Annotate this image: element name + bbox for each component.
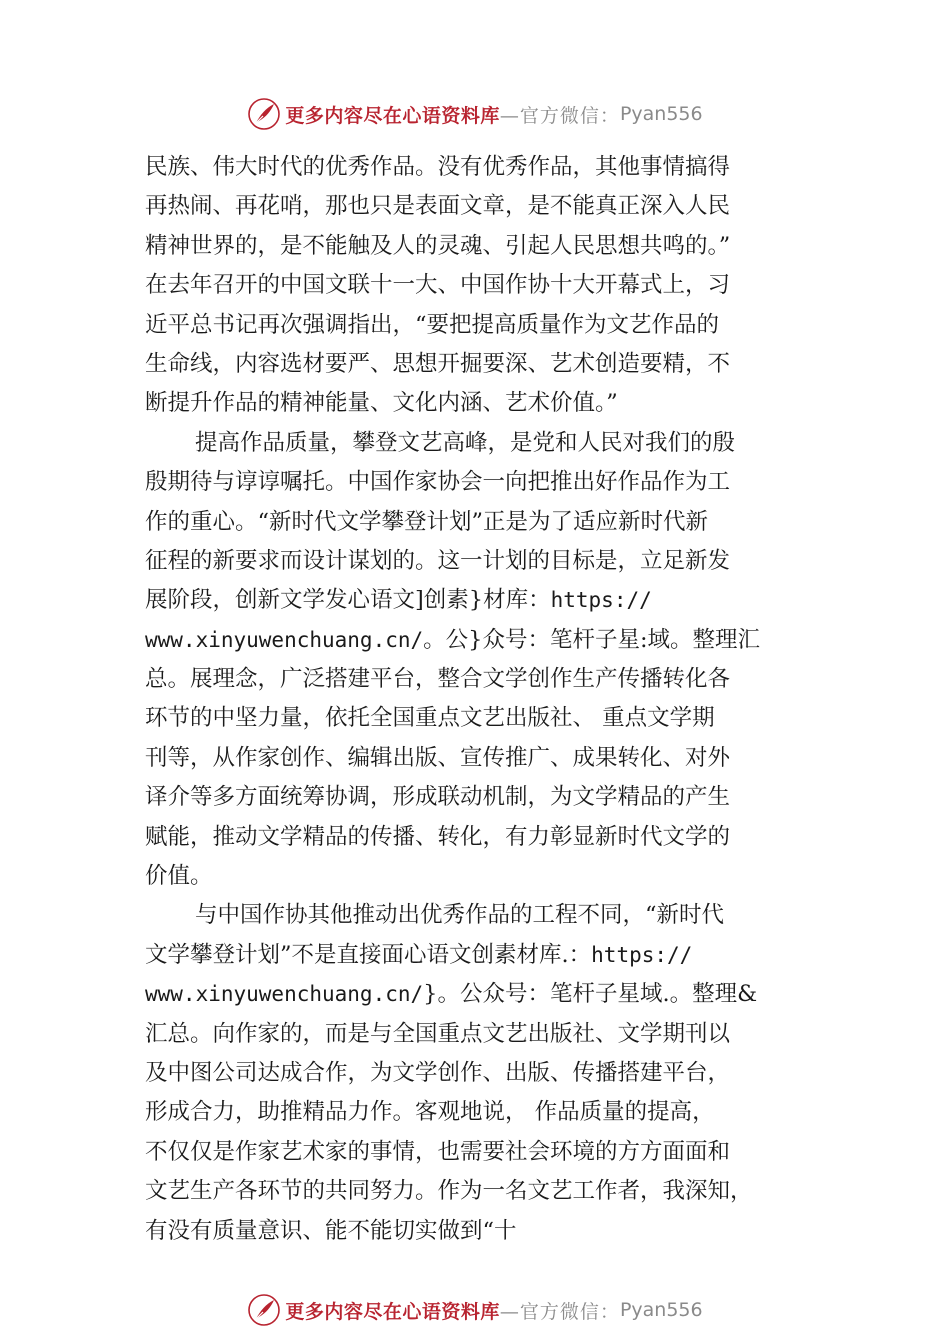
text-line [145,345,825,384]
document-body [145,148,825,1251]
feather-logo-icon [247,97,281,131]
line-text: 及中图公司达成合作，为文学创作、出版、传播搭建平台， [145,1059,731,1086]
feather-logo-icon [247,1293,281,1327]
text-line [145,463,825,502]
text-line [145,739,825,778]
url-text: www.xinyuwenchuang.cn/ [145,982,424,1007]
text-line [145,424,825,463]
line-text: 形成合力，助推精品力作。客观地说， 作品质量的提高， [145,1099,715,1126]
line-text: 再热闹、再花哨，那也只是表面文章，是不能真正深入人民 [145,193,731,220]
line-text: 在去年召开的中国文联十一大、中国作协十大开幕式上，习 [145,272,731,299]
text-line [145,1133,825,1172]
banner-wechat-label: —官方微信： [499,1300,620,1323]
text-line [145,621,825,660]
text-line [145,1015,825,1054]
banner-wechat-label: —官方微信： [499,104,620,127]
line-text: 断提升作品的精神能量、文化内涵、艺术价值。” [145,390,618,417]
text-line [145,896,825,935]
line-text: 赋能，推动文学精品的传播、转化，有力彰显新时代文学的 [145,823,731,850]
text-line [145,1054,825,1093]
line-text: 有没有质量意识、能不能切实做到“十 [145,1217,517,1244]
line-text: 作的重心。“新时代文学攀登计划”正是为了适应新时代新 [145,508,709,535]
line-text: }。公众号：笔杆子星域.。整理& [423,981,758,1008]
line-text: 环节的中坚力量，依托全国重点文艺出版社、 重点文学期 [145,705,715,732]
header-banner [0,94,950,134]
text-line [145,1172,825,1211]
url-text: https:// [550,588,652,613]
text-line [145,1212,825,1251]
text-line [145,936,825,975]
text-line [145,660,825,699]
text-line [145,503,825,542]
banner-wechat-id: Pyan556 [619,103,703,125]
line-text: 文艺生产各环节的共同努力。作为一名文艺工作者，我深知， [145,1178,753,1205]
text-line [145,227,825,266]
line-text: 征程的新要求而设计谋划的。这一计划的目标是，立足新发 [145,547,731,574]
line-text: 价值。 [145,863,213,890]
line-text: 刊等，从作家创作、编辑出版、宣传推广、成果转化、对外 [145,744,731,771]
line-text: 译介等多方面统筹协调，形成联动机制，为文学精品的产生 [145,784,731,811]
line-text: 总。展理念，广泛搭建平台，整合文学创作生产传播转化各 [145,666,731,693]
text-line [145,542,825,581]
line-text: 民族、伟大时代的优秀作品。没有优秀作品，其他事情搞得 [145,154,731,180]
line-text: 。公}众号：笔杆子星:域。整理汇 [423,626,761,653]
line-text: 生命线，内容选材要严、思想开掘要深、艺术创造要精，不 [145,350,731,377]
text-line [145,818,825,857]
line-text: 文学攀登计划”不是直接面心语文创素材库.： [145,941,592,968]
text-line [145,384,825,423]
line-text: 精神世界的，是不能触及人的灵魂、引起人民思想共鸣的。” [145,232,731,259]
url-text: www.xinyuwenchuang.cn/ [145,627,424,652]
text-line [145,148,825,187]
text-line [145,581,825,620]
text-line [145,975,825,1014]
line-text: 提高作品质量，攀登文艺高峰，是党和人民对我们的殷 [195,429,736,456]
text-line [145,306,825,345]
text-line [145,1093,825,1132]
line-text: 与中国作协其他推动出优秀作品的工程不同，“新时代 [195,902,725,929]
line-text: 不仅仅是作家艺术家的事情，也需要社会环境的方方面面和 [145,1138,731,1165]
url-text: https:// [591,942,693,967]
banner-brand-text: 更多内容尽在心语资料库 [285,1300,500,1323]
line-text: 殷期待与谆谆嘱托。中国作家协会一向把推出好作品作为工 [145,469,731,496]
banner-wechat-id: Pyan556 [619,1299,703,1321]
banner-brand-text: 更多内容尽在心语资料库 [285,104,500,127]
text-line [145,778,825,817]
line-text: 汇总。向作家的，而是与全国重点文艺出版社、文学期刊以 [145,1020,731,1047]
text-line [145,187,825,226]
line-text: 展阶段，创新文学发心语文]创素}材库： [145,587,551,614]
text-line [145,699,825,738]
footer-banner [0,1290,950,1330]
text-line [145,266,825,305]
line-text: 近平总书记再次强调指出，“要把提高质量作为文艺作品的 [145,311,720,338]
text-line [145,857,825,896]
